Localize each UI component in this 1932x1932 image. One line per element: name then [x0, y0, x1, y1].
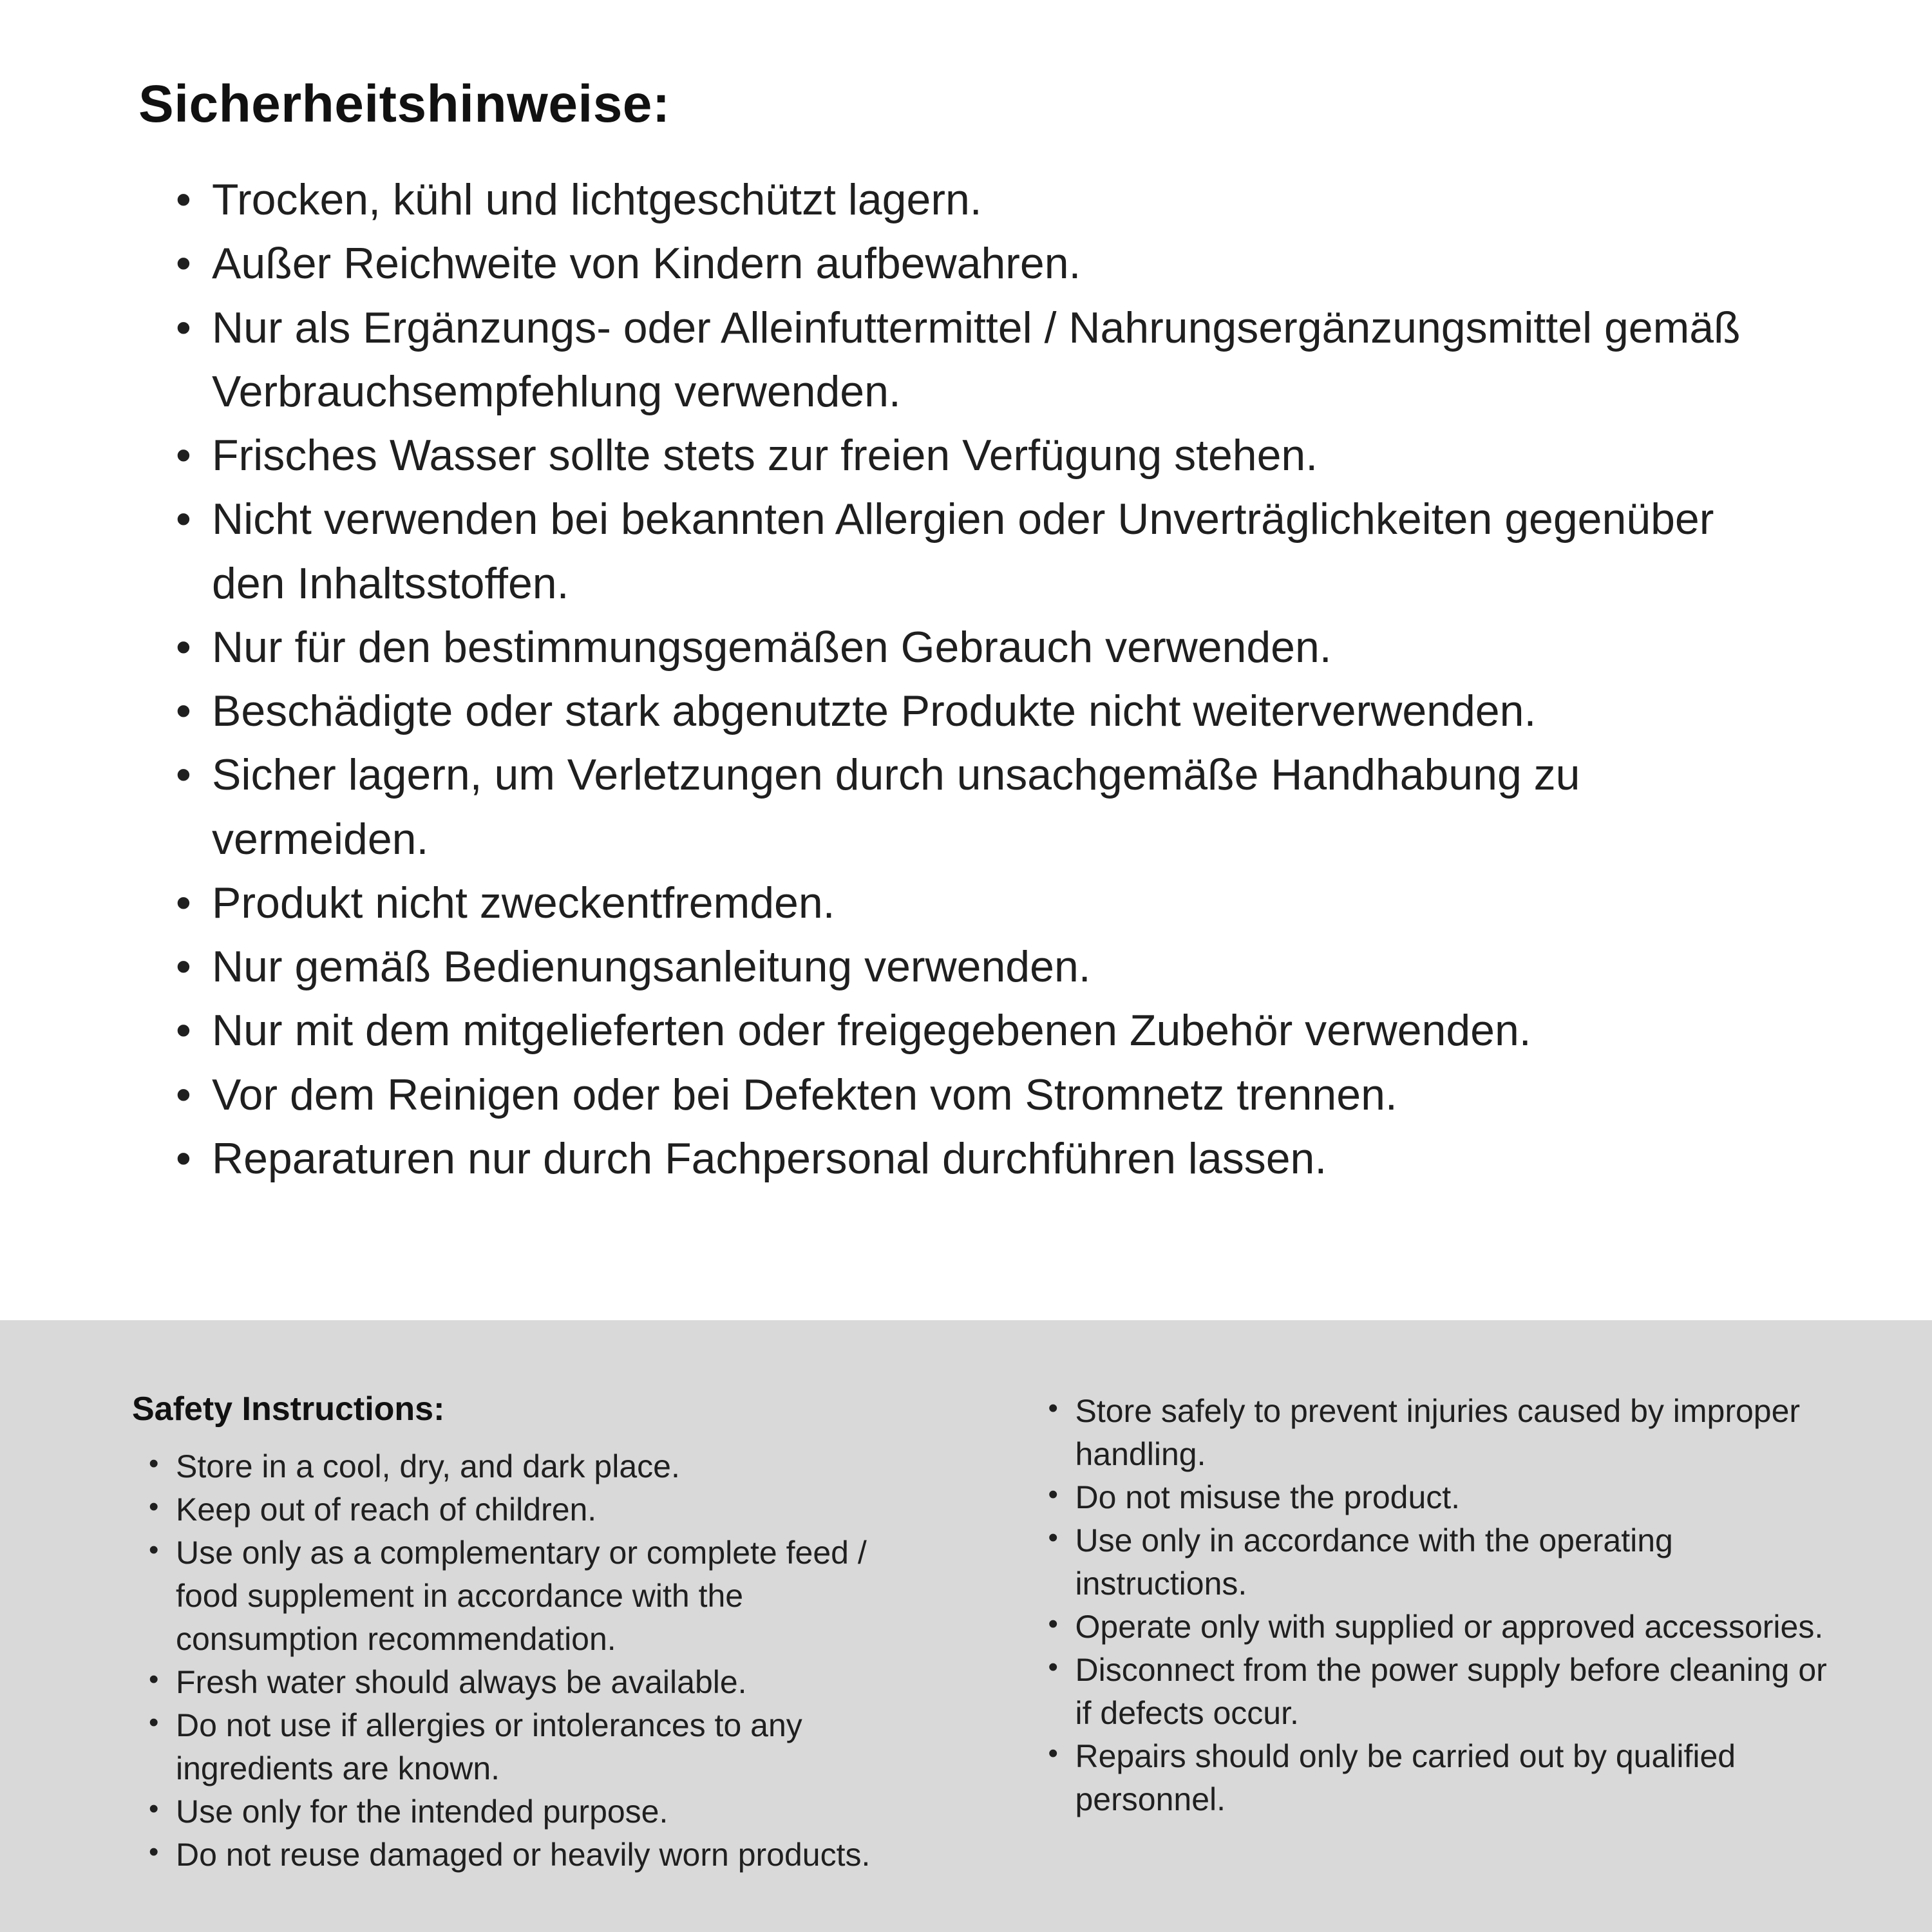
list-item: • Beschädigte oder stark abgenutzte Produkte nicht weiterverwenden.: [176, 679, 1784, 743]
list-item: • Store in a cool, dry, and dark place.: [149, 1445, 933, 1488]
list-item: • Operate only with supplied or approved accessories.: [1048, 1605, 1849, 1649]
list-item: • Store safely to prevent injuries caused by improper handling.: [1048, 1390, 1849, 1476]
list-item: • Frisches Wasser sollte stets zur freien Verfügung stehen.: [176, 424, 1784, 488]
german-safety-list: [138, 168, 1784, 1191]
list-item: • Use only in accordance with the operating instructions.: [1048, 1519, 1849, 1605]
list-item: • Produkt nicht zweckentfremden.: [176, 871, 1784, 935]
english-heading: Safety Instructions:: [132, 1390, 445, 1428]
english-left-column: [132, 1390, 933, 1932]
list-item: • Keep out of reach of children.: [149, 1488, 933, 1531]
list-item: • Sicher lagern, um Verletzungen durch unsachgemäße Handhabung zu vermeiden.: [176, 743, 1784, 871]
list-item: • Repairs should only be carried out by qualified personnel.: [1048, 1735, 1849, 1821]
list-item: • Reparaturen nur durch Fachpersonal durchführen lassen.: [176, 1127, 1784, 1191]
list-item: • Do not misuse the product.: [1048, 1476, 1849, 1519]
english-right-column: [1048, 1390, 1849, 1932]
list-item: • Nur für den bestimmungsgemäßen Gebrauch verwenden.: [176, 616, 1784, 679]
list-item: • Vor dem Reinigen oder bei Defekten vom Stromnetz trennen.: [176, 1063, 1784, 1127]
english-safety-list-right: [1048, 1390, 1849, 1821]
list-item: • Trocken, kühl und lichtgeschützt lagern.: [176, 168, 1784, 232]
list-item: • Nicht verwenden bei bekannten Allergien oder Unverträglichkeiten gegenüber den Inhaltsstoffen.: [176, 488, 1784, 616]
english-safety-panel: [0, 1320, 1932, 1932]
list-item: • Do not use if allergies or intolerances to any ingredients are known.: [149, 1704, 933, 1790]
list-item: • Use only as a complementary or complete feed / food supplement in accordance with the consumption recommendation.: [149, 1531, 933, 1661]
english-safety-list-left: [132, 1445, 933, 1877]
list-item: • Nur gemäß Bedienungsanleitung verwenden.: [176, 935, 1784, 999]
list-item: • Fresh water should always be available.: [149, 1661, 933, 1704]
list-item: • Nur mit dem mitgelieferten oder freigegebenen Zubehör verwenden.: [176, 999, 1784, 1063]
list-item: • Außer Reichweite von Kindern aufbewahren.: [176, 232, 1784, 296]
german-heading: Sicherheitshinweise:: [138, 75, 670, 133]
list-item: • Disconnect from the power supply before cleaning or if defects occur.: [1048, 1649, 1849, 1735]
list-item: • Use only for the intended purpose.: [149, 1790, 933, 1833]
list-item: • Nur als Ergänzungs- oder Alleinfuttermittel / Nahrungsergänzungsmittel gemäß Verbrauchsempfehlung verwenden.: [176, 296, 1784, 424]
list-item: • Do not reuse damaged or heavily worn products.: [149, 1833, 933, 1877]
